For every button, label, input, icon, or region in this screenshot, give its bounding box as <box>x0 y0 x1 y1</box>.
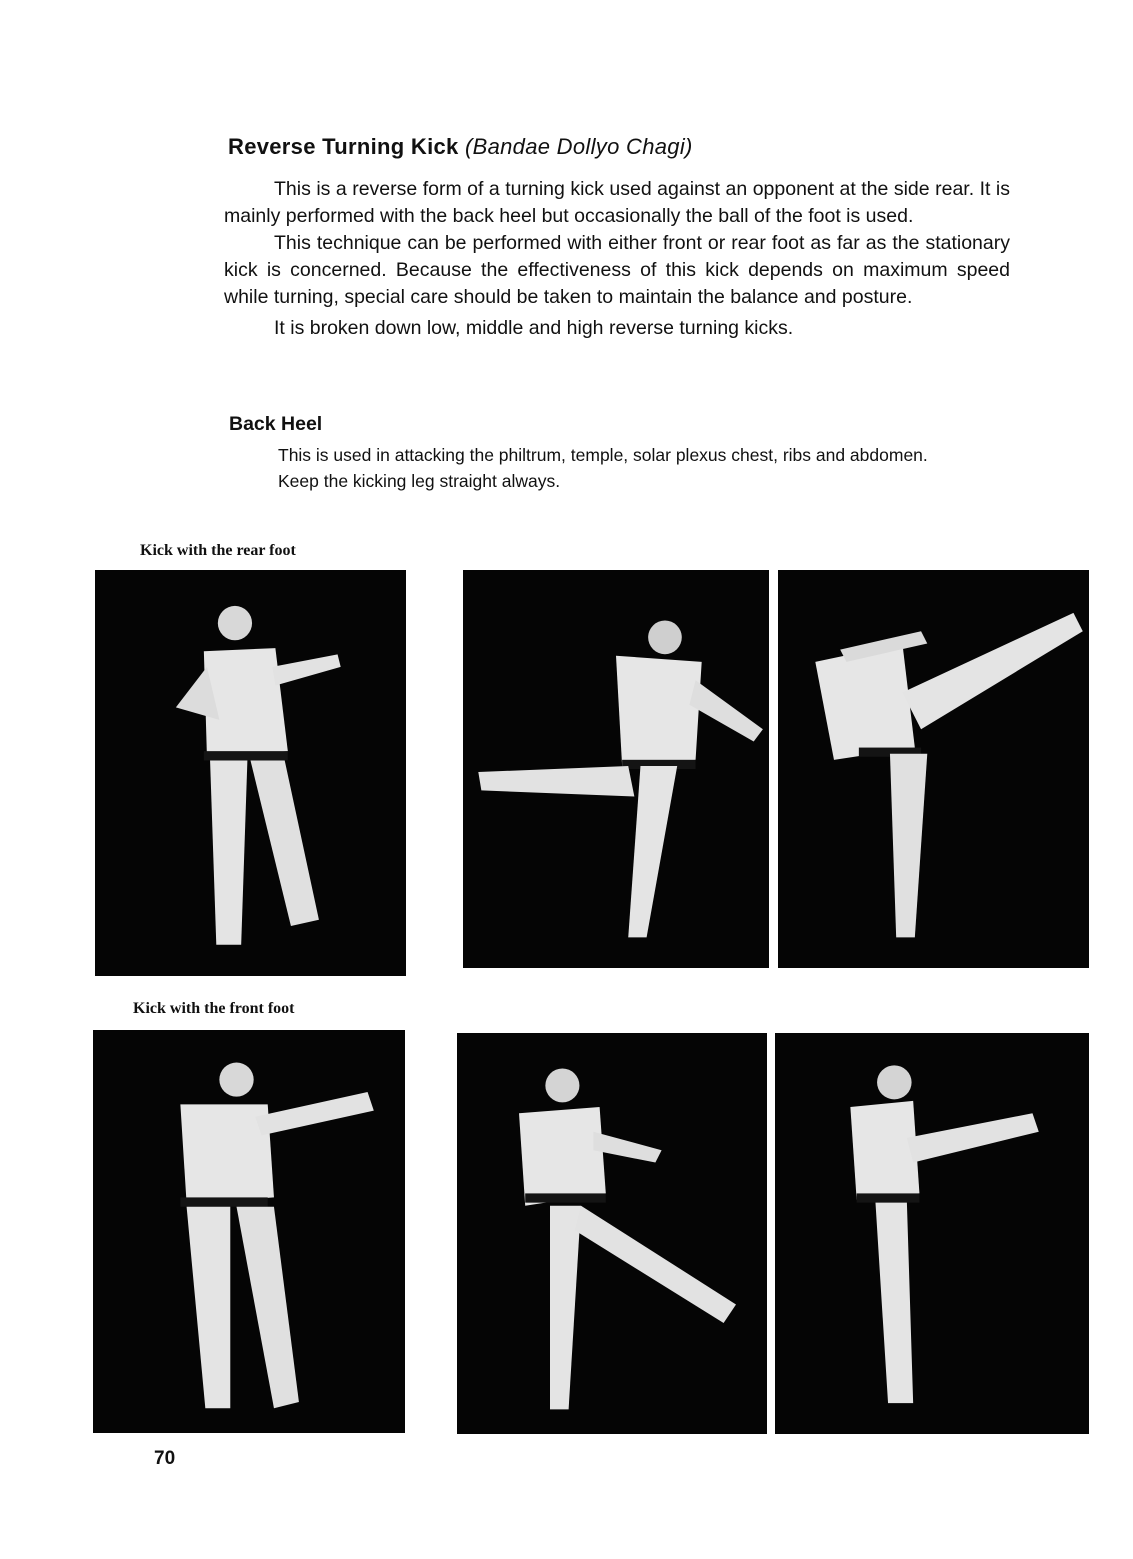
section-line-1: This is used in attacking the philtrum, temple, solar plexus chest, ribs and abdomen. <box>278 445 928 465</box>
caption-rear-foot: Kick with the rear foot <box>140 542 296 559</box>
section-heading: Back Heel <box>229 413 323 435</box>
page-title <box>228 134 1028 160</box>
title-text: Reverse Turning Kick <box>228 134 459 159</box>
paragraph-3: It is broken down low, middle and high reverse turning kicks. <box>274 317 794 339</box>
title-korean-name: (Bandae Dollyo Chagi) <box>464 134 693 159</box>
photo-rear-foot-high-kick <box>778 570 1089 968</box>
photo-front-foot-middle-kick <box>457 1033 767 1434</box>
paragraph-1: This is a reverse form of a turning kick used against an opponent at the side rear. It is mainly performed with the back heel but occasionally the ball of the foot is used. <box>224 178 1010 227</box>
paragraph-2: This technique can be performed with either front or rear foot as far as the stationary kick is concerned. Because the effectiveness of this kick depends on maximum speed while turning, special care should be taken to maintain the balance and posture. <box>224 232 1010 308</box>
photo-rear-foot-low-kick <box>463 570 769 968</box>
photo-front-foot-high-kick <box>775 1033 1089 1434</box>
intro-text <box>224 176 1010 342</box>
page-number: 70 <box>154 1448 176 1469</box>
photo-front-foot-stance <box>93 1030 405 1433</box>
section-text <box>228 442 1018 494</box>
photo-rear-foot-stance <box>95 570 406 976</box>
section-line-2: Keep the kicking leg straight always. <box>278 471 561 491</box>
caption-front-foot: Kick with the front foot <box>133 1000 295 1017</box>
